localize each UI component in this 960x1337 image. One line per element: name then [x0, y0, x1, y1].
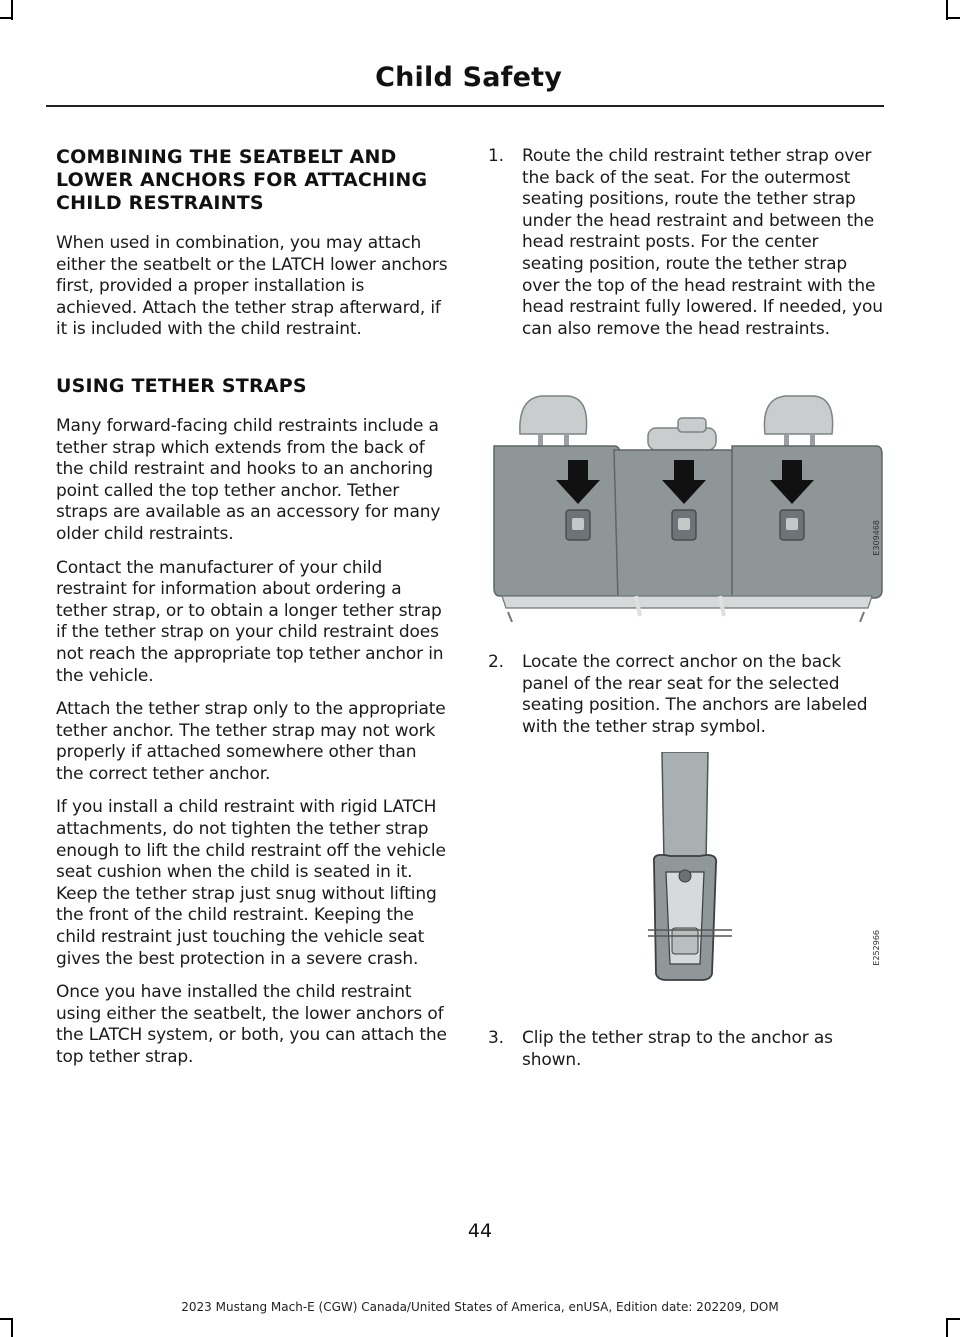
step-number: 2. — [488, 652, 504, 672]
page-header-title: Child Safety — [375, 62, 562, 93]
paragraph: If you install a child restraint with rigid LATCH attachments, do not tighten the tether strap enough to lift the child restraint off the vehicle seat cushion when the child is seated in it. Keep the tether strap just snug without lifting the front of the child restraint. Keeping the child restraint just touching the vehicle seat gives the best protection in a severe crash. — [56, 797, 446, 969]
paragraph: Attach the tether strap only to the appropriate tether anchor. The tether strap may not work properly if attached somewhere other than the correct tether anchor. — [56, 699, 446, 784]
crop-mark — [0, 1318, 13, 1320]
right-column-step2 — [484, 652, 884, 738]
crop-mark — [0, 17, 13, 19]
crop-mark — [946, 1318, 948, 1337]
step-text: Route the child restraint tether strap over the back of the seat. For the outermost seating positions, route the tether strap under the head restraint and between the head restraint posts. For the center seating position, route the tether strap over the top of the head restraint with the head restraint fully lowered. If needed, you can also remove the head restraints. — [522, 146, 883, 339]
step-item — [484, 146, 884, 340]
section-heading-tether-straps: USING TETHER STRAPS — [56, 374, 307, 397]
right-column-step3 — [484, 1028, 884, 1071]
footer-edition-info: 2023 Mustang Mach-E (CGW) Canada/United States of America, enUSA, Edition date: 202209, DOM — [181, 1300, 779, 1314]
page-number: 44 — [467, 1220, 493, 1242]
crop-mark — [11, 1318, 13, 1337]
crop-mark — [946, 17, 960, 19]
section-heading-combining: COMBINING THE SEATBELT AND LOWER ANCHORS FOR ATTACHING CHILD RESTRAINTS — [56, 146, 428, 214]
figure-code: E252966 — [872, 930, 881, 966]
step-number: 1. — [488, 146, 504, 166]
tether-clip-illustration — [640, 752, 744, 982]
step-item — [484, 652, 884, 738]
paragraph: Once you have installed the child restraint using either the seatbelt, the lower anchors of the LATCH system, or both, you can attach the top tether strap. — [56, 982, 447, 1067]
step-number: 3. — [488, 1028, 504, 1048]
left-column — [56, 146, 448, 1081]
rear-seat-anchors-illustration — [488, 390, 884, 622]
step-item — [484, 1028, 884, 1071]
paragraph: Contact the manufacturer of your child restraint for information about ordering a tether strap, or to obtain a longer tether strap if the tether strap on your child restraint does not reach the appropriate top tether anchor in the vehicle. — [56, 557, 444, 686]
step-text: Clip the tether strap to the anchor as shown. — [522, 1028, 833, 1070]
header-divider — [46, 105, 884, 107]
figure-code: E309468 — [872, 520, 881, 556]
step-text: Locate the correct anchor on the back panel of the rear seat for the selected seating position. The anchors are labeled with the tether strap symbol. — [522, 652, 868, 737]
paragraph: When used in combination, you may attach either the seatbelt or the LATCH lower anchors first, provided a proper installation is achieved. Attach the tether strap afterward, if it is included with the child restraint. — [56, 233, 448, 340]
right-column — [484, 146, 884, 340]
paragraph: Many forward-facing child restraints include a tether strap which extends from the back of the child restraint and hooks to an anchoring point called the top tether anchor. Tether straps are available as an accessory for many older child restraints. — [56, 415, 441, 544]
crop-mark — [946, 1318, 960, 1320]
